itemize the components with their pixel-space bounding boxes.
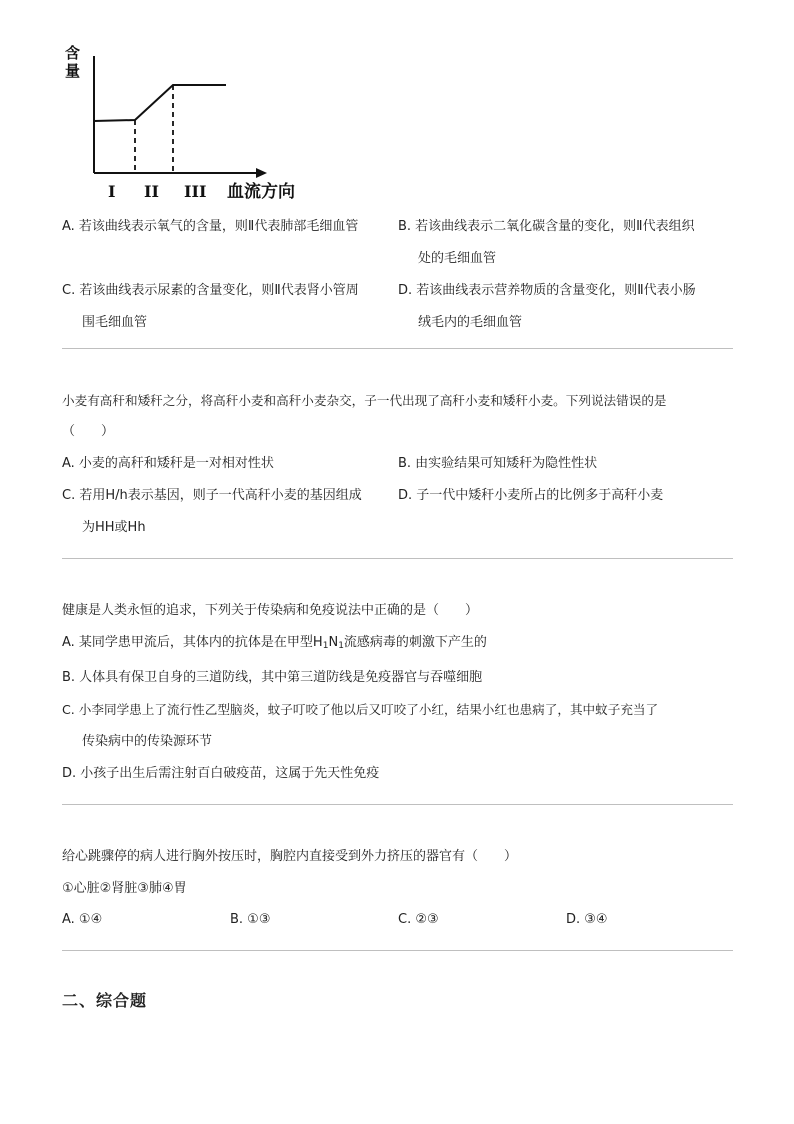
q3-option-a xyxy=(62,635,487,654)
section-2-title: 二、综合题 xyxy=(62,991,148,1010)
content-curve xyxy=(94,85,226,121)
q4-stem: 给心跳骤停的病人进行胸外按压时，胸腔内直接受到外力挤压的器官有（ ） xyxy=(62,849,518,864)
y-axis-label-char-1: 含 xyxy=(65,44,81,62)
q4-option-a: A. ①④ xyxy=(62,912,103,927)
q3-option-c-line2: 传染病中的传染源环节 xyxy=(82,734,213,749)
q1-option-c-line2: 围毛细血管 xyxy=(82,315,148,330)
q4-items: ①心脏②肾脏③肺④胃 xyxy=(62,881,187,896)
q3-option-a-sub2: 1 xyxy=(338,641,344,651)
x-tick-3: III xyxy=(184,182,207,201)
q4-option-d: D. ③④ xyxy=(566,912,608,927)
divider-1 xyxy=(62,348,733,349)
q3-option-c-line1: C. 小李同学患上了流行性乙型脑炎，蚊子叮咬了他以后又叮咬了小红，结果小红也患病了，其中蚊子充当了 xyxy=(62,702,659,717)
x-tick-1: I xyxy=(108,182,116,201)
q2-option-d: D. 子一代中矮秆小麦所占的比例多于高秆小麦 xyxy=(398,488,664,503)
q2-option-a: A. 小麦的高秆和矮秆是一对相对性状 xyxy=(62,456,274,471)
q3-option-a-post: 流感病毒的刺激下产生的 xyxy=(343,635,487,650)
q3-stem: 健康是人类永恒的追求，下列关于传染病和免疫说法中正确的是（ ） xyxy=(62,603,479,618)
q3-option-a-sub1: 1 xyxy=(322,641,329,651)
divider-2 xyxy=(62,558,733,559)
q4-option-b: B. ①③ xyxy=(230,912,271,927)
q3-option-d: D. 小孩子出生后需注射百白破疫苗，这属于先天性免疫 xyxy=(62,766,380,781)
q4-option-c: C. ②③ xyxy=(398,912,439,927)
q3-option-a-mid: N xyxy=(328,635,339,650)
q3-option-b: B. 人体具有保卫自身的三道防线，其中第三道防线是免疫器官与吞噬细胞 xyxy=(62,670,483,685)
q3-option-a-pre: A. 某同学患甲流后，其体内的抗体是在甲型H xyxy=(62,635,323,650)
q1-option-d-line1: D. 若该曲线表示营养物质的含量变化，则Ⅱ代表小肠 xyxy=(398,283,696,298)
x-axis-label: 血流方向 xyxy=(227,182,295,202)
q1-option-b-line1: B. 若该曲线表示二氧化碳含量的变化，则Ⅱ代表组织 xyxy=(398,219,695,234)
q2-stem-line1: 小麦有高秆和矮秆之分，将高秆小麦和高秆小麦杂交，子一代出现了高秆小麦和矮秆小麦。下列说法错误的是 xyxy=(62,393,667,408)
q1-option-d-line2: 绒毛内的毛细血管 xyxy=(418,315,523,330)
y-axis-label-char-2: 量 xyxy=(65,62,81,80)
q1-option-b-line2: 处的毛细血管 xyxy=(418,251,497,266)
q2-option-b: B. 由实验结果可知矮秆为隐性性状 xyxy=(398,456,598,471)
x-tick-2: II xyxy=(144,182,159,201)
q2-option-c-line1: C. 若用H/h表示基因，则子一代高秆小麦的基因组成 xyxy=(62,488,362,503)
q1-option-a: A. 若该曲线表示氧气的含量，则Ⅱ代表肺部毛细血管 xyxy=(62,219,359,234)
q2-option-c-line2: 为HH或Hh xyxy=(82,520,146,535)
divider-4 xyxy=(62,950,733,951)
q2-stem-line2: （ ） xyxy=(62,424,115,439)
q1-option-c-line1: C. 若该曲线表示尿素的含量变化，则Ⅱ代表肾小管周 xyxy=(62,283,359,298)
x-axis-arrow xyxy=(256,168,267,178)
content-curve-figure xyxy=(60,42,310,202)
divider-3 xyxy=(62,804,733,805)
